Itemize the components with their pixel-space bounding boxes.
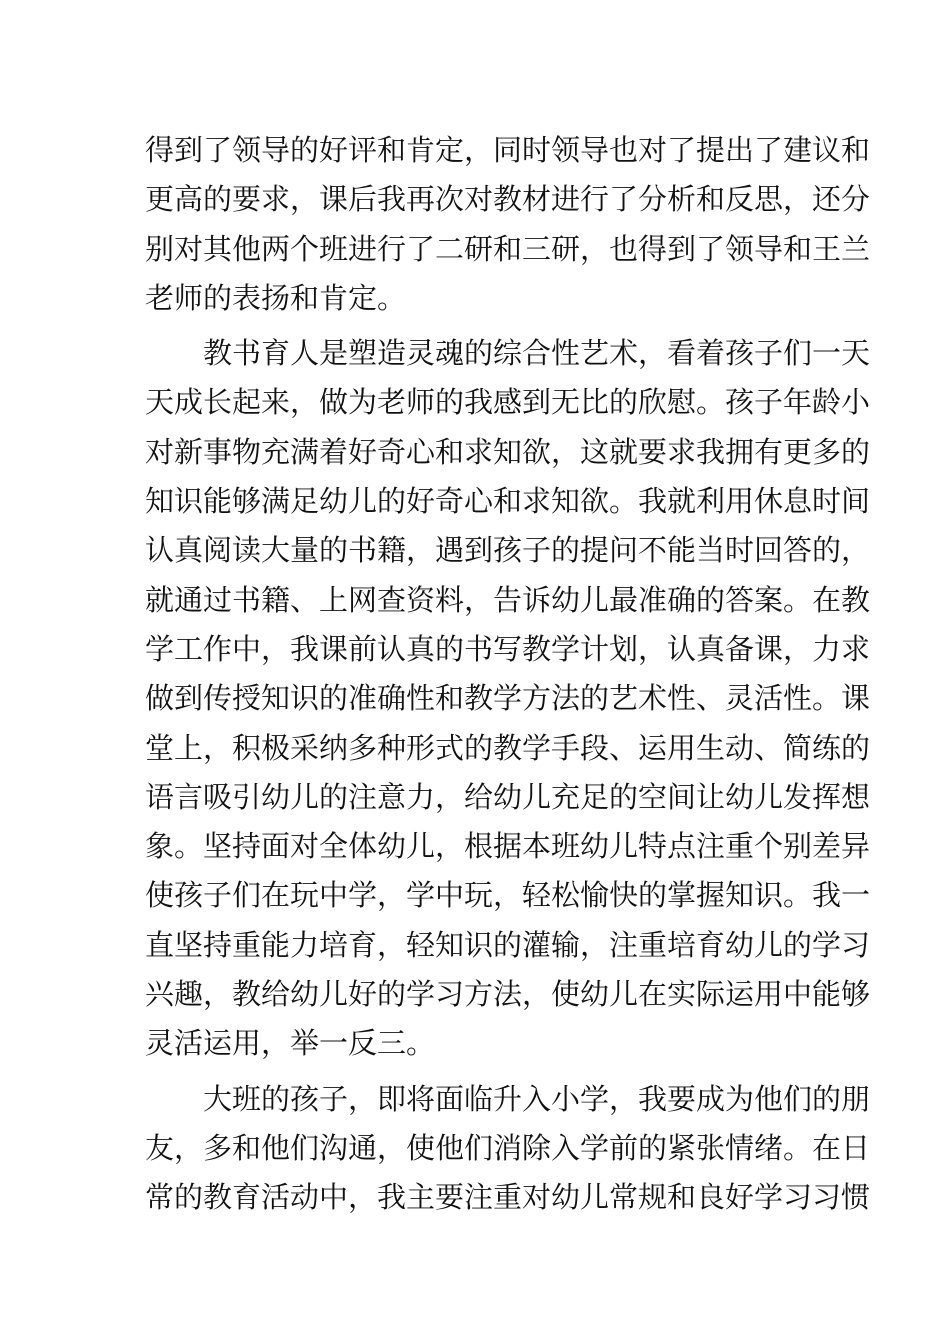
paragraph-1 (145, 126, 871, 323)
paragraph-line: 别对其他两个班进行了二研和三研，也得到了领导和王兰 (145, 231, 871, 266)
paragraph-line: 知识能够满足幼儿的好奇心和求知欲。我就利用休息时间 (145, 484, 871, 519)
paragraph-line: 认真阅读大量的书籍，遇到孩子的提问不能当时回答的， (145, 533, 871, 568)
paragraph-line: 得到了领导的好评和肯定，同时领导也对了提出了建议和 (145, 133, 871, 167)
paragraph-line: 学工作中，我课前认真的书写教学计划，认真备课，力求 (145, 631, 871, 666)
paragraph-line: 使孩子们在玩中学，学中玩，轻松愉快的掌握知识。我一 (145, 878, 871, 913)
paragraph-line: 兴趣，教给幼儿好的学习方法，使幼儿在实际运用中能够 (145, 977, 871, 1012)
paragraph-2 (145, 329, 871, 1068)
document-body (145, 126, 871, 1223)
paragraph-line: 教书育人是塑造灵魂的综合性艺术，看着孩子们一天 (203, 336, 871, 371)
paragraph-line: 友，多和他们沟通，使他们消除入学前的紧张情绪。在日 (145, 1130, 871, 1165)
paragraph-line: 大班的孩子，即将面临升入小学，我要成为他们的朋 (203, 1081, 871, 1116)
paragraph-line: 做到传授知识的准确性和教学方法的艺术性、灵活性。课 (145, 681, 871, 716)
paragraph-line: 直坚持重能力培育，轻知识的灌输，注重培育幼儿的学习 (145, 927, 871, 962)
paragraph-line: 象。坚持面对全体幼儿，根据本班幼儿特点注重个别差异 (145, 829, 871, 864)
paragraph-line: 对新事物充满着好奇心和求知欲，这就要求我拥有更多的 (145, 434, 871, 469)
paragraph-line: 更高的要求，课后我再次对教材进行了分析和反思，还分 (145, 182, 871, 217)
paragraph-line: 常的教育活动中，我主要注重对幼儿常规和良好学习习惯 (145, 1180, 871, 1215)
paragraph-line: 堂上，积极采纳多种形式的教学手段、运用生动、简练的 (145, 730, 871, 765)
paragraph-3 (145, 1075, 871, 1223)
paragraph-line: 老师的表扬和肯定。 (145, 280, 407, 315)
paragraph-line: 灵活运用，举一反三。 (145, 1026, 436, 1061)
paragraph-line: 就通过书籍、上网查资料，告诉幼儿最准确的答案。在教 (145, 582, 871, 617)
paragraph-line: 语言吸引幼儿的注意力，给幼儿充足的空间让幼儿发挥想 (145, 779, 871, 814)
paragraph-line: 天成长起来，做为老师的我感到无比的欣慰。孩子年龄小 (145, 385, 871, 420)
